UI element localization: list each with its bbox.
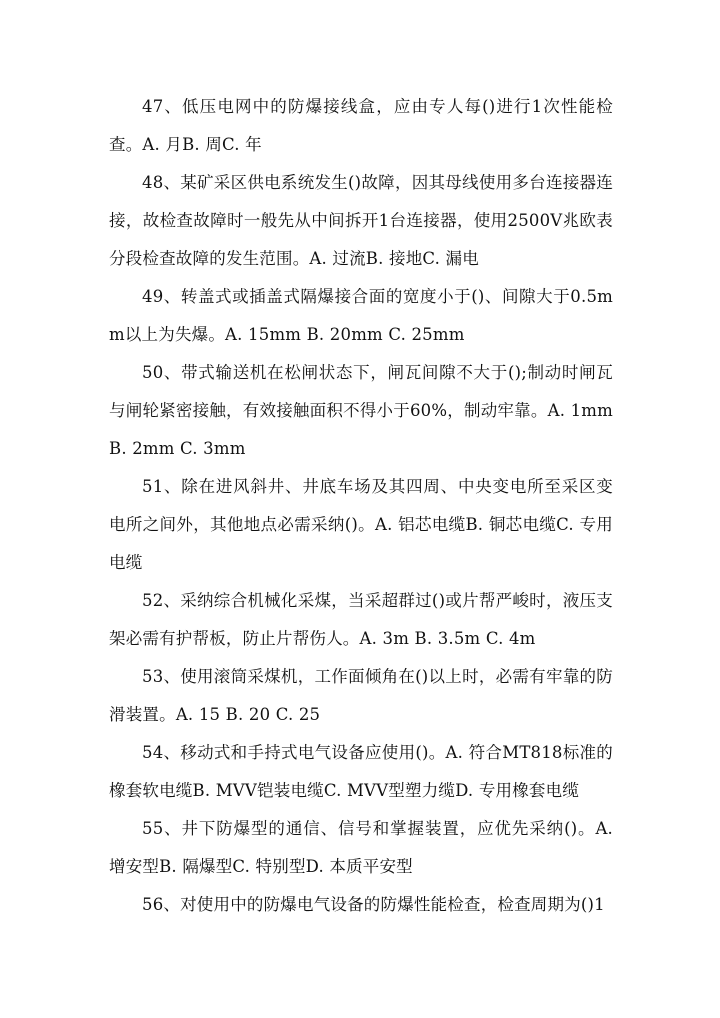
question-stem: 53、使用滚筒采煤机，工作面倾角在()以上时，必需有牢靠的防滑装置。 bbox=[109, 667, 613, 724]
question-54 bbox=[109, 734, 613, 810]
document-page bbox=[109, 88, 613, 924]
question-52 bbox=[109, 582, 613, 658]
question-47 bbox=[109, 88, 613, 164]
question-49 bbox=[109, 278, 613, 354]
question-options: A. 增安型B. 隔爆型C. 特别型D. 本质平安型 bbox=[109, 819, 613, 876]
question-options: A. 月B. 周C. 年 bbox=[142, 135, 262, 154]
question-options: A. 1mm B. 2mm C. 3mm bbox=[109, 401, 613, 458]
question-options: A. 15 B. 20 C. 25 bbox=[175, 705, 321, 724]
question-stem: 49、转盖式或插盖式隔爆接合面的宽度小于()、间隙大于0.5mm以上为失爆。 bbox=[109, 287, 613, 344]
question-51 bbox=[109, 468, 613, 582]
question-options: A. 3m B. 3.5m C. 4m bbox=[359, 629, 536, 648]
question-stem: 52、采纳综合机械化采煤，当采超群过()或片帮严峻时，液压支架必需有护帮板，防止片帮伤人。 bbox=[109, 591, 613, 648]
question-stem: 54、移动式和手持式电气设备应使用()。 bbox=[142, 743, 446, 762]
question-55 bbox=[109, 810, 613, 886]
question-stem: 51、除在进风斜井、井底车场及其四周、中央变电所至采区变电所之间外，其他地点必需采纳()。 bbox=[109, 477, 613, 534]
question-56 bbox=[109, 886, 613, 924]
question-53 bbox=[109, 658, 613, 734]
question-stem: 48、某矿采区供电系统发生()故障，因其母线使用多台连接器连接，故检查故障时一般先从中间拆开1台连接器，使用2500V兆欧表分段检查故障的发生范围。 bbox=[109, 173, 613, 268]
question-options: A. 铝芯电缆B. 铜芯电缆C. 专用电缆 bbox=[109, 515, 613, 572]
question-options: A. 符合MT818标准的橡套软电缆B. MVV铠装电缆C. MVV型塑力缆D. 专用橡套电缆 bbox=[109, 743, 614, 800]
question-stem: 50、带式输送机在松闸状态下，闸瓦间隙不大于();制动时闸瓦与闸轮紧密接触，有效接触面积不得小于60%，制动牢靠。 bbox=[109, 363, 613, 420]
question-48 bbox=[109, 164, 613, 278]
question-options: A. 过流B. 接地C. 漏电 bbox=[309, 249, 479, 268]
question-50 bbox=[109, 354, 613, 468]
question-stem: 47、低压电网中的防爆接线盒，应由专人每()进行1次性能检查。 bbox=[109, 97, 613, 154]
question-stem: 56、对使用中的防爆电气设备的防爆性能检查，检查周期为()1 bbox=[142, 895, 605, 914]
question-stem: 55、井下防爆型的通信、信号和掌握装置，应优先采纳()。 bbox=[142, 819, 596, 838]
question-options: A. 15mm B. 20mm C. 25mm bbox=[225, 325, 465, 344]
